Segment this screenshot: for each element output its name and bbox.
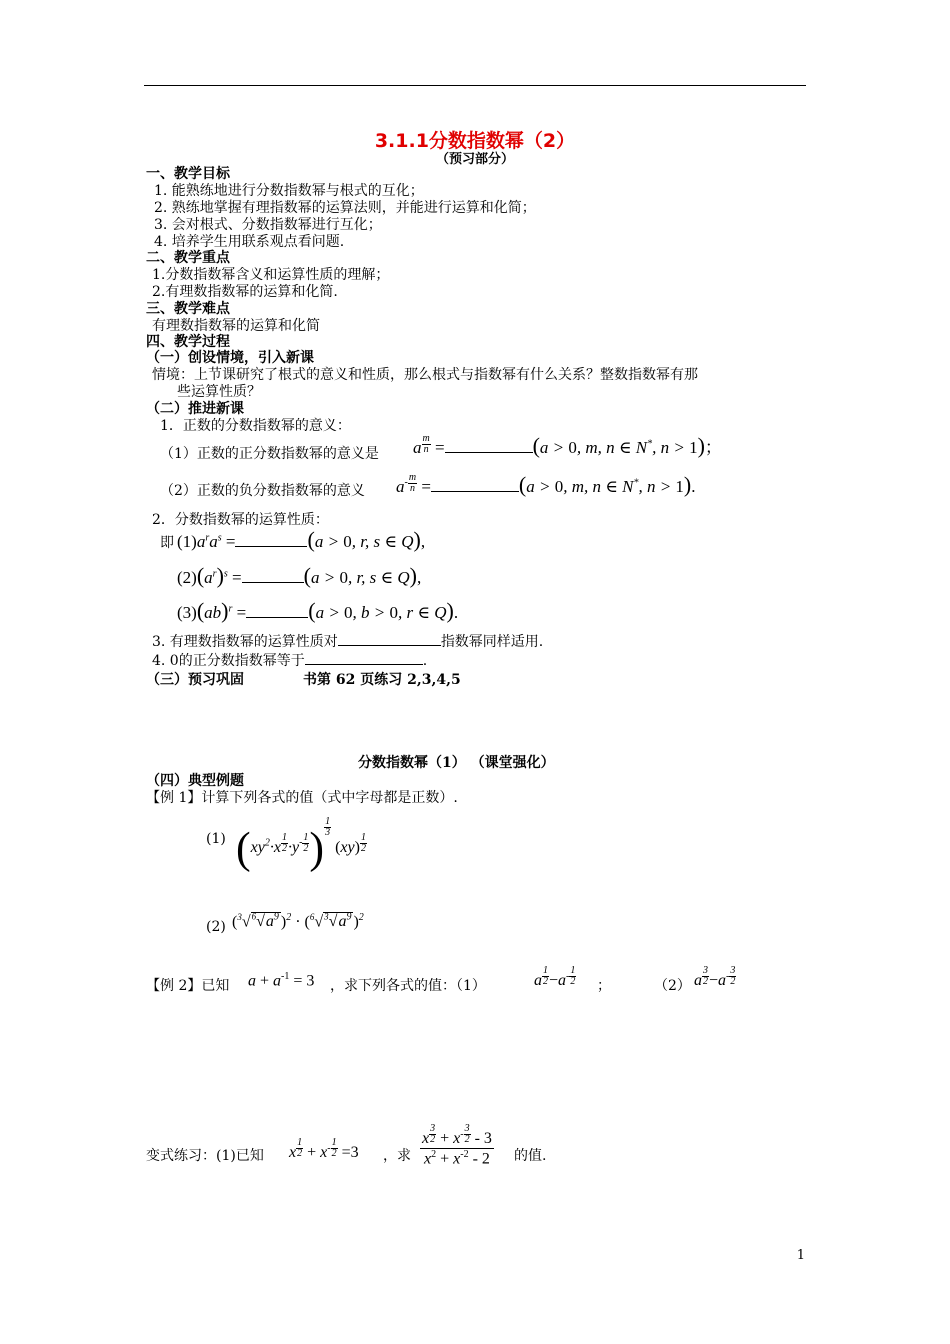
key-point-item: 2.有理数指数幂的运算和化简. <box>152 284 338 300</box>
text: 指数幂同样适用. <box>440 634 544 650</box>
fill-blank[interactable] <box>305 664 423 665</box>
section-heading-difficulty: 三、教学难点 <box>146 301 230 317</box>
goal-item: 1. 能熟练地进行分数指数幂与根式的互化； <box>154 183 424 199</box>
goal-item: 4. 培养学生用联系观点看问题. <box>154 234 345 250</box>
variant-fraction: x $^{\frac{3}{2}}$ + $x^{- \frac{3}{2}}$ - 3 $x^2 + x^{-2} - 2$ <box>422 1123 492 1168</box>
section-heading-process: 四、教学过程 <box>146 334 230 350</box>
variant-text: ，求 <box>383 1148 411 1164</box>
fill-blank[interactable] <box>338 645 441 646</box>
variant-text: 的值. <box>514 1148 547 1164</box>
example-label: (2) <box>206 919 226 935</box>
formula-property-3: (3)(ab)$^r$ = (a > 0, b > 0, r ∈ Q). <box>177 598 459 623</box>
paragraph: 1．正数的分数指数幂的意义： <box>160 418 351 434</box>
example-2-formula-2: a $^{\frac{3}{2}}$ $-a^{- \frac{3}{2}}$ <box>694 965 736 990</box>
difficulty-text: 有理数指数幂的运算和化简 <box>152 318 320 334</box>
class-section-title: 分数指数幂（1） （课堂强化） <box>358 755 555 771</box>
practice-reference: 书第 62 页练习 2,3,4,5 <box>303 672 461 688</box>
page-title: 3.1.1分数指数幂（2） <box>374 130 576 152</box>
goal-item: 3. 会对根式、分数指数幂进行互化； <box>154 217 382 233</box>
example-1-text: 【例 1】计算下列各式的值（式中字母都是正数）. <box>146 790 458 806</box>
text: . <box>422 653 428 669</box>
punctuation: ； <box>597 978 611 994</box>
section-heading-goals: 一、教学目标 <box>146 166 230 182</box>
formula-property-1: $(1)a^ra^s = (a > 0$, r, s ∈ Q), <box>177 527 426 552</box>
text: 3. 有理数指数幂的运算性质对 <box>152 634 338 650</box>
situation-text: 些运算性质？ <box>177 384 261 400</box>
paragraph <box>152 631 543 651</box>
subsection-heading: （一）创设情境，引入新课 <box>146 350 314 366</box>
paragraph: （1）正数的正分数指数幂的意义是 <box>160 446 379 462</box>
subsection-heading: （四）典型例题 <box>146 773 244 789</box>
formula-property-2: $(2)(a^r)^s = (a > 0$, r, s ∈ Q), <box>177 563 422 588</box>
situation-text: 情境：上节课研究了根式的意义和性质，那么根式与指数幂有什么关系？整数指数幂有那 <box>152 367 698 383</box>
paragraph: 即 <box>160 535 174 551</box>
subsection-heading: （二）推进新课 <box>146 401 244 417</box>
example-1-formula-2: ($^3√^6√a^9$ )$^2 \cdot (^6√^3√a^9$ )$^2$ <box>232 912 364 931</box>
variant-condition: x $^{\frac{1}{2}}$ + $x^{- \frac{1}{2}}$ =3 <box>289 1137 359 1162</box>
page-number: 1 <box>796 1248 805 1263</box>
variant-text: 变式练习：(1)已知 <box>146 1148 264 1164</box>
example-2-text: ，求下列各式的值：（1） <box>330 978 486 994</box>
formula-negative-fraction-exponent: $a^{- \frac{m}{n}}$ = (a > 0, m, n ∈ N*, n > 1). <box>396 471 696 497</box>
text: 4. 0的正分数指数幂等于 <box>152 653 305 669</box>
example-2-formula-1: a $^{\frac{1}{2}}$ $-a^{- \frac{1}{2}}$ <box>534 965 576 990</box>
header-rule <box>144 85 806 86</box>
example-label: (1) <box>206 831 226 847</box>
example-2-condition: $a + a^{-1} = 3$ <box>248 971 315 990</box>
paragraph: 2．分数指数幂的运算性质： <box>152 512 329 528</box>
example-1-formula-1: ($xy^2\cdot x$ $^{\frac{1}{2}}$ $\cdot y^{- \frac{1}{2}}$ ) $^{\frac{1}{3}}$ (xy) $^{\frac{1}{2}}$ <box>236 816 366 873</box>
section-heading-key-points: 二、教学重点 <box>146 250 230 266</box>
goal-item: 2. 熟练地掌握有理指数幂的运算法则，并能进行运算和化简； <box>154 200 536 216</box>
key-point-item: 1.分数指数幂含义和运算性质的理解； <box>152 267 390 283</box>
paragraph: （2）正数的负分数指数幂的意义 <box>160 483 365 499</box>
page-subtitle: （预习部分） <box>435 152 514 167</box>
example-2-text: 【例 2】已知 <box>146 978 230 994</box>
formula-positive-fraction-exponent: a $^{\frac{m}{n}}$ = (a > 0, m, n ∈ N*, n > 1)； <box>413 432 722 458</box>
paragraph <box>152 650 427 670</box>
subsection-heading: （三）预习巩固 <box>146 672 244 688</box>
example-label: （2） <box>654 978 691 994</box>
